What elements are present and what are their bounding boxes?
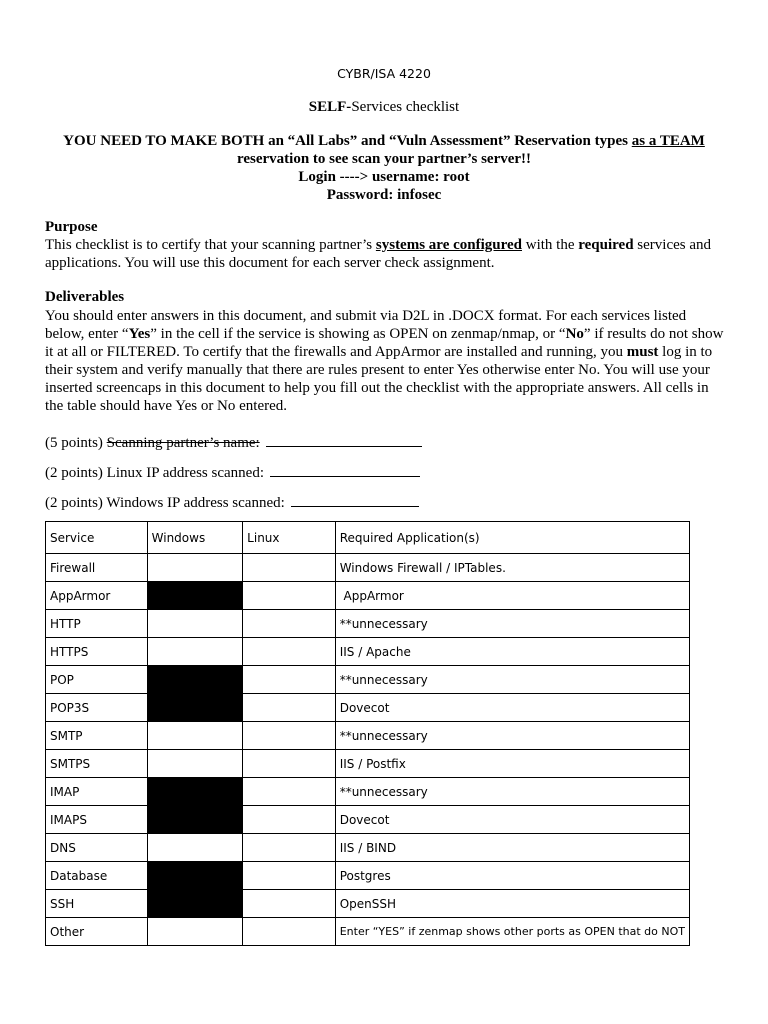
- service-cell: AppArmor: [46, 582, 148, 610]
- linux-answer-cell[interactable]: [243, 666, 336, 694]
- table-row: [46, 834, 690, 862]
- must-emphasis: must: [626, 344, 659, 360]
- notice-text-2: reservation to see scan your partner’s server!!: [236, 151, 532, 167]
- purpose-text: services and applications. You will use this document for each server check assignment.: [45, 237, 712, 271]
- partner-name-blank[interactable]: [266, 432, 422, 447]
- table-row: [46, 778, 690, 806]
- deliverables-text: You should enter answers in this document, and submit via D2L in .DOCX format. For each services listed below, enter “: [45, 308, 687, 342]
- table-row: [46, 918, 690, 946]
- service-cell: SMTPS: [46, 750, 148, 778]
- course-code: CYBR/ISA 4220: [337, 66, 431, 81]
- linux-answer-cell[interactable]: [243, 582, 336, 610]
- windows-answer-cell[interactable]: [147, 554, 243, 582]
- service-cell: HTTPS: [46, 638, 148, 666]
- document-title: [0, 99, 768, 116]
- windows-cell-blocked: [147, 582, 243, 610]
- table-row: [46, 554, 690, 582]
- password-line: Password: infosec: [326, 187, 442, 203]
- service-cell: POP: [46, 666, 148, 694]
- table-row: [46, 890, 690, 918]
- required-app-cell: **unnecessary: [335, 666, 689, 694]
- table-row: [46, 750, 690, 778]
- windows-answer-cell[interactable]: [147, 638, 243, 666]
- linux-ip-label: (2 points) Linux IP address scanned:: [45, 465, 264, 481]
- purpose-required: required: [578, 237, 634, 253]
- windows-ip-blank[interactable]: [291, 492, 419, 507]
- required-app-cell: Dovecot: [335, 806, 689, 834]
- linux-answer-cell[interactable]: [243, 918, 336, 946]
- table-row: [46, 862, 690, 890]
- table-row: [46, 582, 690, 610]
- table-row: [46, 666, 690, 694]
- windows-cell-blocked: [147, 694, 243, 722]
- no-emphasis: No: [565, 326, 584, 342]
- required-app-cell: IIS / Postfix: [335, 750, 689, 778]
- windows-answer-cell[interactable]: [147, 750, 243, 778]
- service-cell: IMAPS: [46, 806, 148, 834]
- header-windows: Windows: [147, 522, 243, 554]
- reservation-notice: [45, 132, 723, 204]
- table-row: [46, 638, 690, 666]
- linux-answer-cell[interactable]: [243, 778, 336, 806]
- required-app-cell: Windows Firewall / IPTables.: [335, 554, 689, 582]
- linux-ip-field: [45, 462, 420, 482]
- windows-cell-blocked: [147, 806, 243, 834]
- required-app-cell: Dovecot: [335, 694, 689, 722]
- required-app-cell: **unnecessary: [335, 722, 689, 750]
- table-row: [46, 694, 690, 722]
- table-header-row: [46, 522, 690, 554]
- title-rest: Services checklist: [351, 99, 460, 115]
- required-app-cell: IIS / BIND: [335, 834, 689, 862]
- notice-text: YOU NEED TO MAKE BOTH an “All Labs” and “Vuln Assessment” Reservation types: [63, 133, 632, 149]
- deliverables-heading: Deliverables: [45, 289, 125, 305]
- service-cell: Firewall: [46, 554, 148, 582]
- linux-answer-cell[interactable]: [243, 806, 336, 834]
- login-line: Login ----> username: root: [298, 169, 470, 185]
- linux-answer-cell[interactable]: [243, 610, 336, 638]
- service-cell: DNS: [46, 834, 148, 862]
- linux-answer-cell[interactable]: [243, 722, 336, 750]
- windows-answer-cell[interactable]: [147, 610, 243, 638]
- partner-name-field: [45, 432, 422, 452]
- header-service: Service: [46, 522, 148, 554]
- linux-answer-cell[interactable]: [243, 638, 336, 666]
- windows-cell-blocked: [147, 890, 243, 918]
- linux-answer-cell[interactable]: [243, 554, 336, 582]
- linux-answer-cell[interactable]: [243, 694, 336, 722]
- purpose-text: with the: [522, 237, 579, 253]
- required-app-cell: **unnecessary: [335, 778, 689, 806]
- linux-answer-cell[interactable]: [243, 890, 336, 918]
- windows-ip-label: (2 points) Windows IP address scanned:: [45, 495, 285, 511]
- linux-answer-cell[interactable]: [243, 834, 336, 862]
- required-app-cell: Enter “YES” if zenmap shows other ports as OPEN that do NOT: [335, 918, 689, 946]
- service-cell: HTTP: [46, 610, 148, 638]
- purpose-text: This checklist is to certify that your scanning partner’s: [45, 237, 376, 253]
- windows-cell-blocked: [147, 862, 243, 890]
- windows-answer-cell[interactable]: [147, 834, 243, 862]
- service-cell: SMTP: [46, 722, 148, 750]
- title-bold-part: SELF-: [308, 99, 352, 115]
- deliverables-text: ” in the cell if the service is showing as OPEN on zenmap/nmap, or “: [150, 326, 566, 342]
- deliverables-text: log in to their system and verify manually that there are rules present to enter Yes otherwise enter No. You will use your inserted screencaps in this document to help you fill out the checklist with the appropriate answers. All cells in the table should have Yes or No entered.: [45, 344, 713, 414]
- required-app-cell: Postgres: [335, 862, 689, 890]
- table-row: [46, 722, 690, 750]
- windows-cell-blocked: [147, 666, 243, 694]
- required-app-cell: OpenSSH: [335, 890, 689, 918]
- windows-answer-cell[interactable]: [147, 722, 243, 750]
- windows-ip-field: [45, 492, 419, 512]
- services-checklist-table: [45, 521, 690, 946]
- linux-answer-cell[interactable]: [243, 750, 336, 778]
- purpose-heading: Purpose: [45, 219, 98, 235]
- linux-ip-blank[interactable]: [270, 462, 420, 477]
- partner-name-label: Scanning partner’s name:: [106, 435, 260, 451]
- partner-points-label: (5 points): [45, 435, 107, 451]
- header-required-app: Required Application(s): [335, 522, 689, 554]
- header-linux: Linux: [243, 522, 336, 554]
- notice-underlined: as a TEAM: [631, 133, 705, 149]
- table-row: [46, 806, 690, 834]
- table-row: [46, 610, 690, 638]
- deliverables-paragraph: [45, 307, 725, 415]
- required-app-cell: IIS / Apache: [335, 638, 689, 666]
- purpose-emphasis: systems are configured: [375, 237, 522, 253]
- yes-emphasis: Yes: [128, 326, 151, 342]
- windows-answer-cell[interactable]: [147, 918, 243, 946]
- required-app-cell: AppArmor: [335, 582, 689, 610]
- service-cell: Database: [46, 862, 148, 890]
- purpose-paragraph: [45, 236, 725, 272]
- deliverables-text: ” if results do not show it at all or FILTERED. To certify that the firewalls and AppArmor are installed and running, you: [45, 326, 724, 360]
- service-cell: Other: [46, 918, 148, 946]
- linux-answer-cell[interactable]: [243, 862, 336, 890]
- service-cell: IMAP: [46, 778, 148, 806]
- service-cell: SSH: [46, 890, 148, 918]
- windows-cell-blocked: [147, 778, 243, 806]
- required-app-cell: **unnecessary: [335, 610, 689, 638]
- service-cell: POP3S: [46, 694, 148, 722]
